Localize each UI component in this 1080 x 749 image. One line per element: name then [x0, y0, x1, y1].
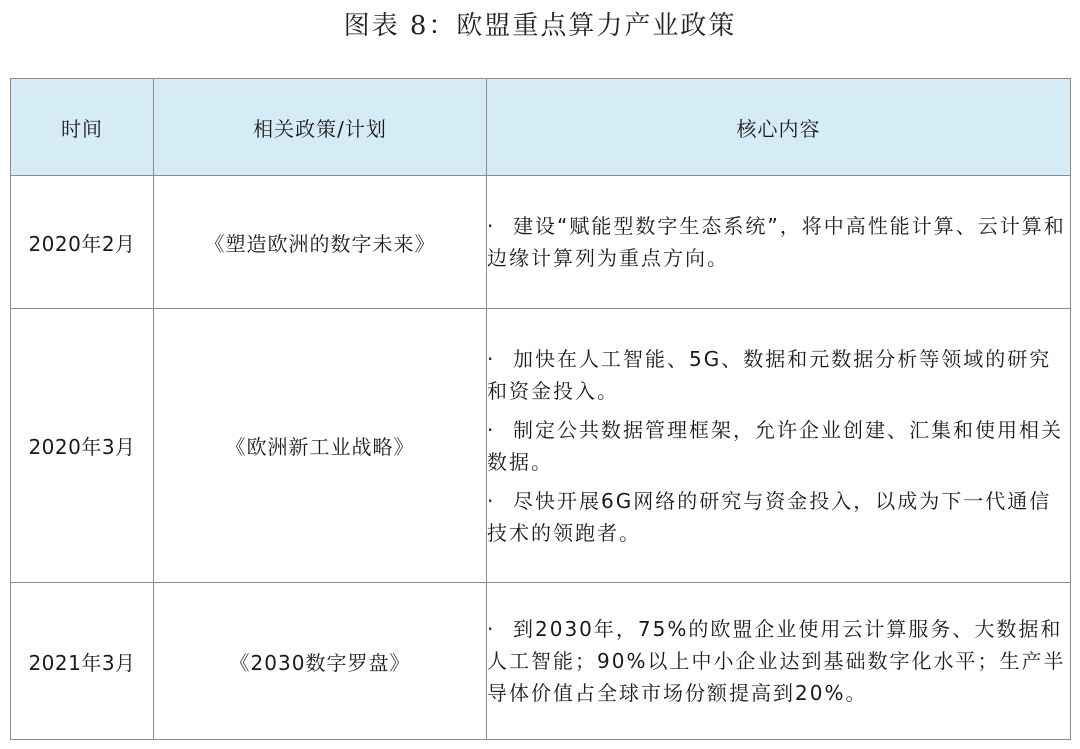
table-header-row — [11, 79, 1071, 176]
table-row — [11, 309, 1071, 583]
cell-time: 2021年3月 — [11, 583, 154, 740]
cell-policy: 《欧洲新工业战略》 — [154, 309, 487, 583]
bullet-icon: · — [487, 488, 496, 513]
policy-table — [10, 78, 1071, 740]
cell-content — [487, 309, 1071, 583]
table-caption: 图表 8：欧盟重点算力产业政策 — [343, 11, 737, 41]
bullet-icon: · — [487, 617, 496, 641]
content-item — [487, 343, 1070, 407]
header-content: 核心内容 — [487, 79, 1071, 176]
content-item — [487, 414, 1070, 478]
content-item-text: 加快在人工智能、5G、数据和元数据分析等领域的研究和资金投入。 — [487, 346, 1052, 403]
cell-policy: 《塑造欧洲的数字未来》 — [154, 176, 487, 309]
table-row — [11, 176, 1071, 309]
content-item — [487, 613, 1070, 709]
cell-policy: 《2030数字罗盘》 — [154, 583, 487, 740]
cell-time: 2020年2月 — [11, 176, 154, 309]
content-item-text: 到2030年，75%的欧盟企业使用云计算服务、大数据和人工智能；90%以上中小企业达到基础数字化水平；生产半导体价值占全球市场份额提高到20%。 — [487, 617, 1066, 705]
bullet-icon: · — [487, 417, 496, 442]
cell-time: 2020年3月 — [11, 309, 154, 583]
content-item-text: 制定公共数据管理框架，允许企业创建、汇集和使用相关数据。 — [487, 417, 1063, 474]
bullet-icon: · — [487, 214, 496, 238]
header-policy: 相关政策/计划 — [154, 79, 487, 176]
header-time: 时间 — [11, 79, 154, 176]
cell-content — [487, 583, 1071, 740]
content-item — [487, 485, 1070, 549]
table-row — [11, 583, 1071, 740]
bullet-icon: · — [487, 346, 496, 371]
content-item-text: 建设“赋能型数字生态系统”，将中高性能计算、云计算和边缘计算列为重点方向。 — [487, 214, 1066, 270]
content-item-text: 尽快开展6G网络的研究与资金投入，以成为下一代通信技术的领跑者。 — [487, 488, 1052, 545]
cell-content — [487, 176, 1071, 309]
content-item — [487, 210, 1070, 274]
